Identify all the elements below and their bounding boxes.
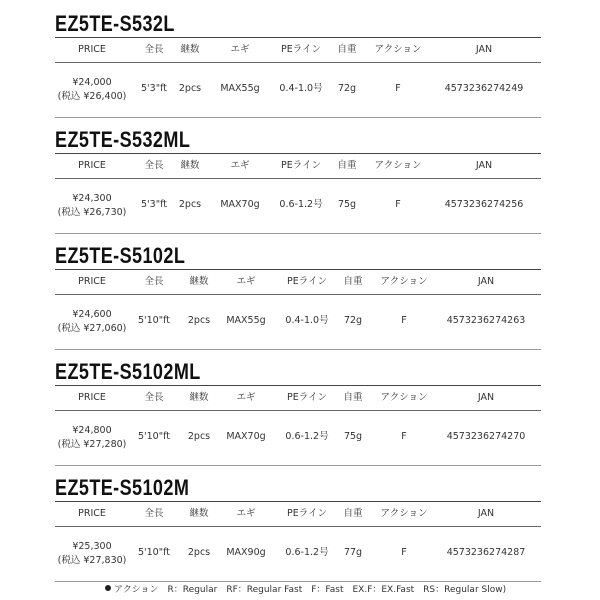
model-title: EZ5TE-S5102M — [55, 475, 190, 500]
action-value: F — [395, 83, 401, 94]
price-tax-value: (税込 ¥27,060) — [57, 323, 127, 334]
pieces-value: 2pcs — [187, 431, 211, 442]
column-header-egi: エギ — [230, 44, 250, 55]
column-header-jan: JAN — [477, 276, 495, 287]
column-header-length: 全長 — [144, 160, 164, 171]
header-rule — [55, 410, 541, 411]
action-value: F — [395, 199, 401, 210]
column-header-egi: エギ — [236, 392, 256, 403]
column-header-pe-line: PEライン — [287, 276, 327, 287]
model-title: EZ5TE-S5102L — [55, 243, 186, 268]
column-header-price: PRICE — [78, 160, 106, 171]
jan-value: 4573236274287 — [446, 547, 526, 558]
column-header-price: PRICE — [78, 276, 106, 287]
weight-value: 72g — [343, 315, 363, 326]
table-top-rule — [55, 385, 541, 386]
column-header-pe-line: PEライン — [287, 508, 327, 519]
weight-value: 75g — [337, 199, 357, 210]
model-section — [55, 128, 541, 238]
table-top-rule — [55, 153, 541, 154]
column-header-weight: 自重 — [343, 508, 363, 519]
column-header-action: アクション — [374, 44, 422, 55]
column-header-pe-line: PEライン — [281, 160, 321, 171]
pieces-value: 2pcs — [178, 83, 202, 94]
pe-line-value: 0.6-1.2号 — [285, 547, 329, 558]
price-cell — [58, 424, 127, 452]
price-tax-value: (税込 ¥27,280) — [57, 439, 127, 450]
bullet-icon — [105, 585, 111, 591]
weight-value: 72g — [337, 83, 357, 94]
column-header-pe-line: PEライン — [281, 44, 321, 55]
pieces-value: 2pcs — [187, 315, 211, 326]
table-bottom-rule — [55, 117, 541, 118]
price-value: ¥24,000 — [72, 77, 112, 88]
column-header-length: 全長 — [144, 508, 164, 519]
column-header-weight: 自重 — [343, 276, 363, 287]
egi-value: MAX70g — [220, 199, 260, 210]
price-tax-value: (税込 ¥26,400) — [57, 91, 127, 102]
weight-value: 75g — [343, 431, 363, 442]
column-header-jan: JAN — [477, 392, 495, 403]
column-header-weight: 自重 — [343, 392, 363, 403]
jan-value: 4573236274249 — [444, 83, 524, 94]
column-header-weight: 自重 — [337, 44, 357, 55]
price-cell — [58, 192, 127, 220]
column-header-price: PRICE — [78, 508, 106, 519]
column-header-weight: 自重 — [337, 160, 357, 171]
column-header-price: PRICE — [78, 392, 106, 403]
table-top-rule — [55, 501, 541, 502]
table-top-rule — [55, 37, 541, 38]
action-legend — [105, 582, 506, 595]
column-header-jan: JAN — [475, 160, 493, 171]
column-header-jan: JAN — [475, 44, 493, 55]
column-header-action: アクション — [380, 276, 428, 287]
pieces-value: 2pcs — [187, 547, 211, 558]
header-rule — [55, 178, 541, 179]
column-header-length: 全長 — [144, 44, 164, 55]
column-header-pieces: 継数 — [189, 276, 209, 287]
table-top-rule — [55, 269, 541, 270]
column-header-action: アクション — [374, 160, 422, 171]
action-value: F — [401, 315, 407, 326]
model-title: EZ5TE-S532L — [55, 11, 175, 36]
price-cell — [58, 540, 127, 568]
column-header-action: アクション — [380, 508, 428, 519]
column-header-pe-line: PEライン — [287, 392, 327, 403]
column-header-action: アクション — [380, 392, 428, 403]
header-rule — [55, 294, 541, 295]
legend-text: アクション R：Regular RF：Regular Fast F：Fast EX.F：EX.Fast RS：Regular Slow) — [114, 585, 507, 595]
column-header-length: 全長 — [144, 392, 164, 403]
price-tax-value: (税込 ¥27,830) — [57, 555, 127, 566]
price-cell — [58, 76, 127, 104]
pe-line-value: 0.4-1.0号 — [285, 315, 329, 326]
pieces-value: 2pcs — [178, 199, 202, 210]
action-value: F — [401, 547, 407, 558]
table-bottom-rule — [55, 465, 541, 466]
price-value: ¥24,300 — [72, 193, 112, 204]
jan-value: 4573236274256 — [444, 199, 524, 210]
model-section — [55, 476, 541, 586]
pe-line-value: 0.6-1.2号 — [285, 431, 329, 442]
column-header-pieces: 継数 — [180, 160, 200, 171]
egi-value: MAX70g — [226, 431, 266, 442]
column-header-pieces: 継数 — [189, 392, 209, 403]
length-value: 5'10"ft — [137, 315, 171, 326]
header-rule — [55, 526, 541, 527]
action-value: F — [401, 431, 407, 442]
column-header-pieces: 継数 — [189, 508, 209, 519]
model-section — [55, 244, 541, 354]
egi-value: MAX90g — [226, 547, 266, 558]
table-bottom-rule — [55, 233, 541, 234]
price-value: ¥24,800 — [72, 425, 112, 436]
column-header-egi: エギ — [236, 508, 256, 519]
model-section — [55, 360, 541, 470]
column-header-egi: エギ — [230, 160, 250, 171]
column-header-egi: エギ — [236, 276, 256, 287]
column-header-pieces: 継数 — [180, 44, 200, 55]
price-cell — [58, 308, 127, 336]
model-section — [55, 12, 541, 122]
length-value: 5'10"ft — [137, 547, 171, 558]
jan-value: 4573236274263 — [446, 315, 526, 326]
pe-line-value: 0.4-1.0号 — [279, 83, 323, 94]
length-value: 5'3"ft — [141, 199, 167, 210]
egi-value: MAX55g — [226, 315, 266, 326]
table-bottom-rule — [55, 349, 541, 350]
column-header-length: 全長 — [144, 276, 164, 287]
model-title: EZ5TE-S5102ML — [55, 359, 201, 384]
length-value: 5'10"ft — [137, 431, 171, 442]
price-value: ¥24,600 — [72, 309, 112, 320]
egi-value: MAX55g — [220, 83, 260, 94]
column-header-price: PRICE — [78, 44, 106, 55]
model-title: EZ5TE-S532ML — [55, 127, 191, 152]
pe-line-value: 0.6-1.2号 — [279, 199, 323, 210]
price-tax-value: (税込 ¥26,730) — [57, 207, 127, 218]
weight-value: 77g — [343, 547, 363, 558]
column-header-jan: JAN — [477, 508, 495, 519]
length-value: 5'3"ft — [141, 83, 167, 94]
jan-value: 4573236274270 — [446, 431, 526, 442]
price-value: ¥25,300 — [72, 541, 112, 552]
header-rule — [55, 62, 541, 63]
